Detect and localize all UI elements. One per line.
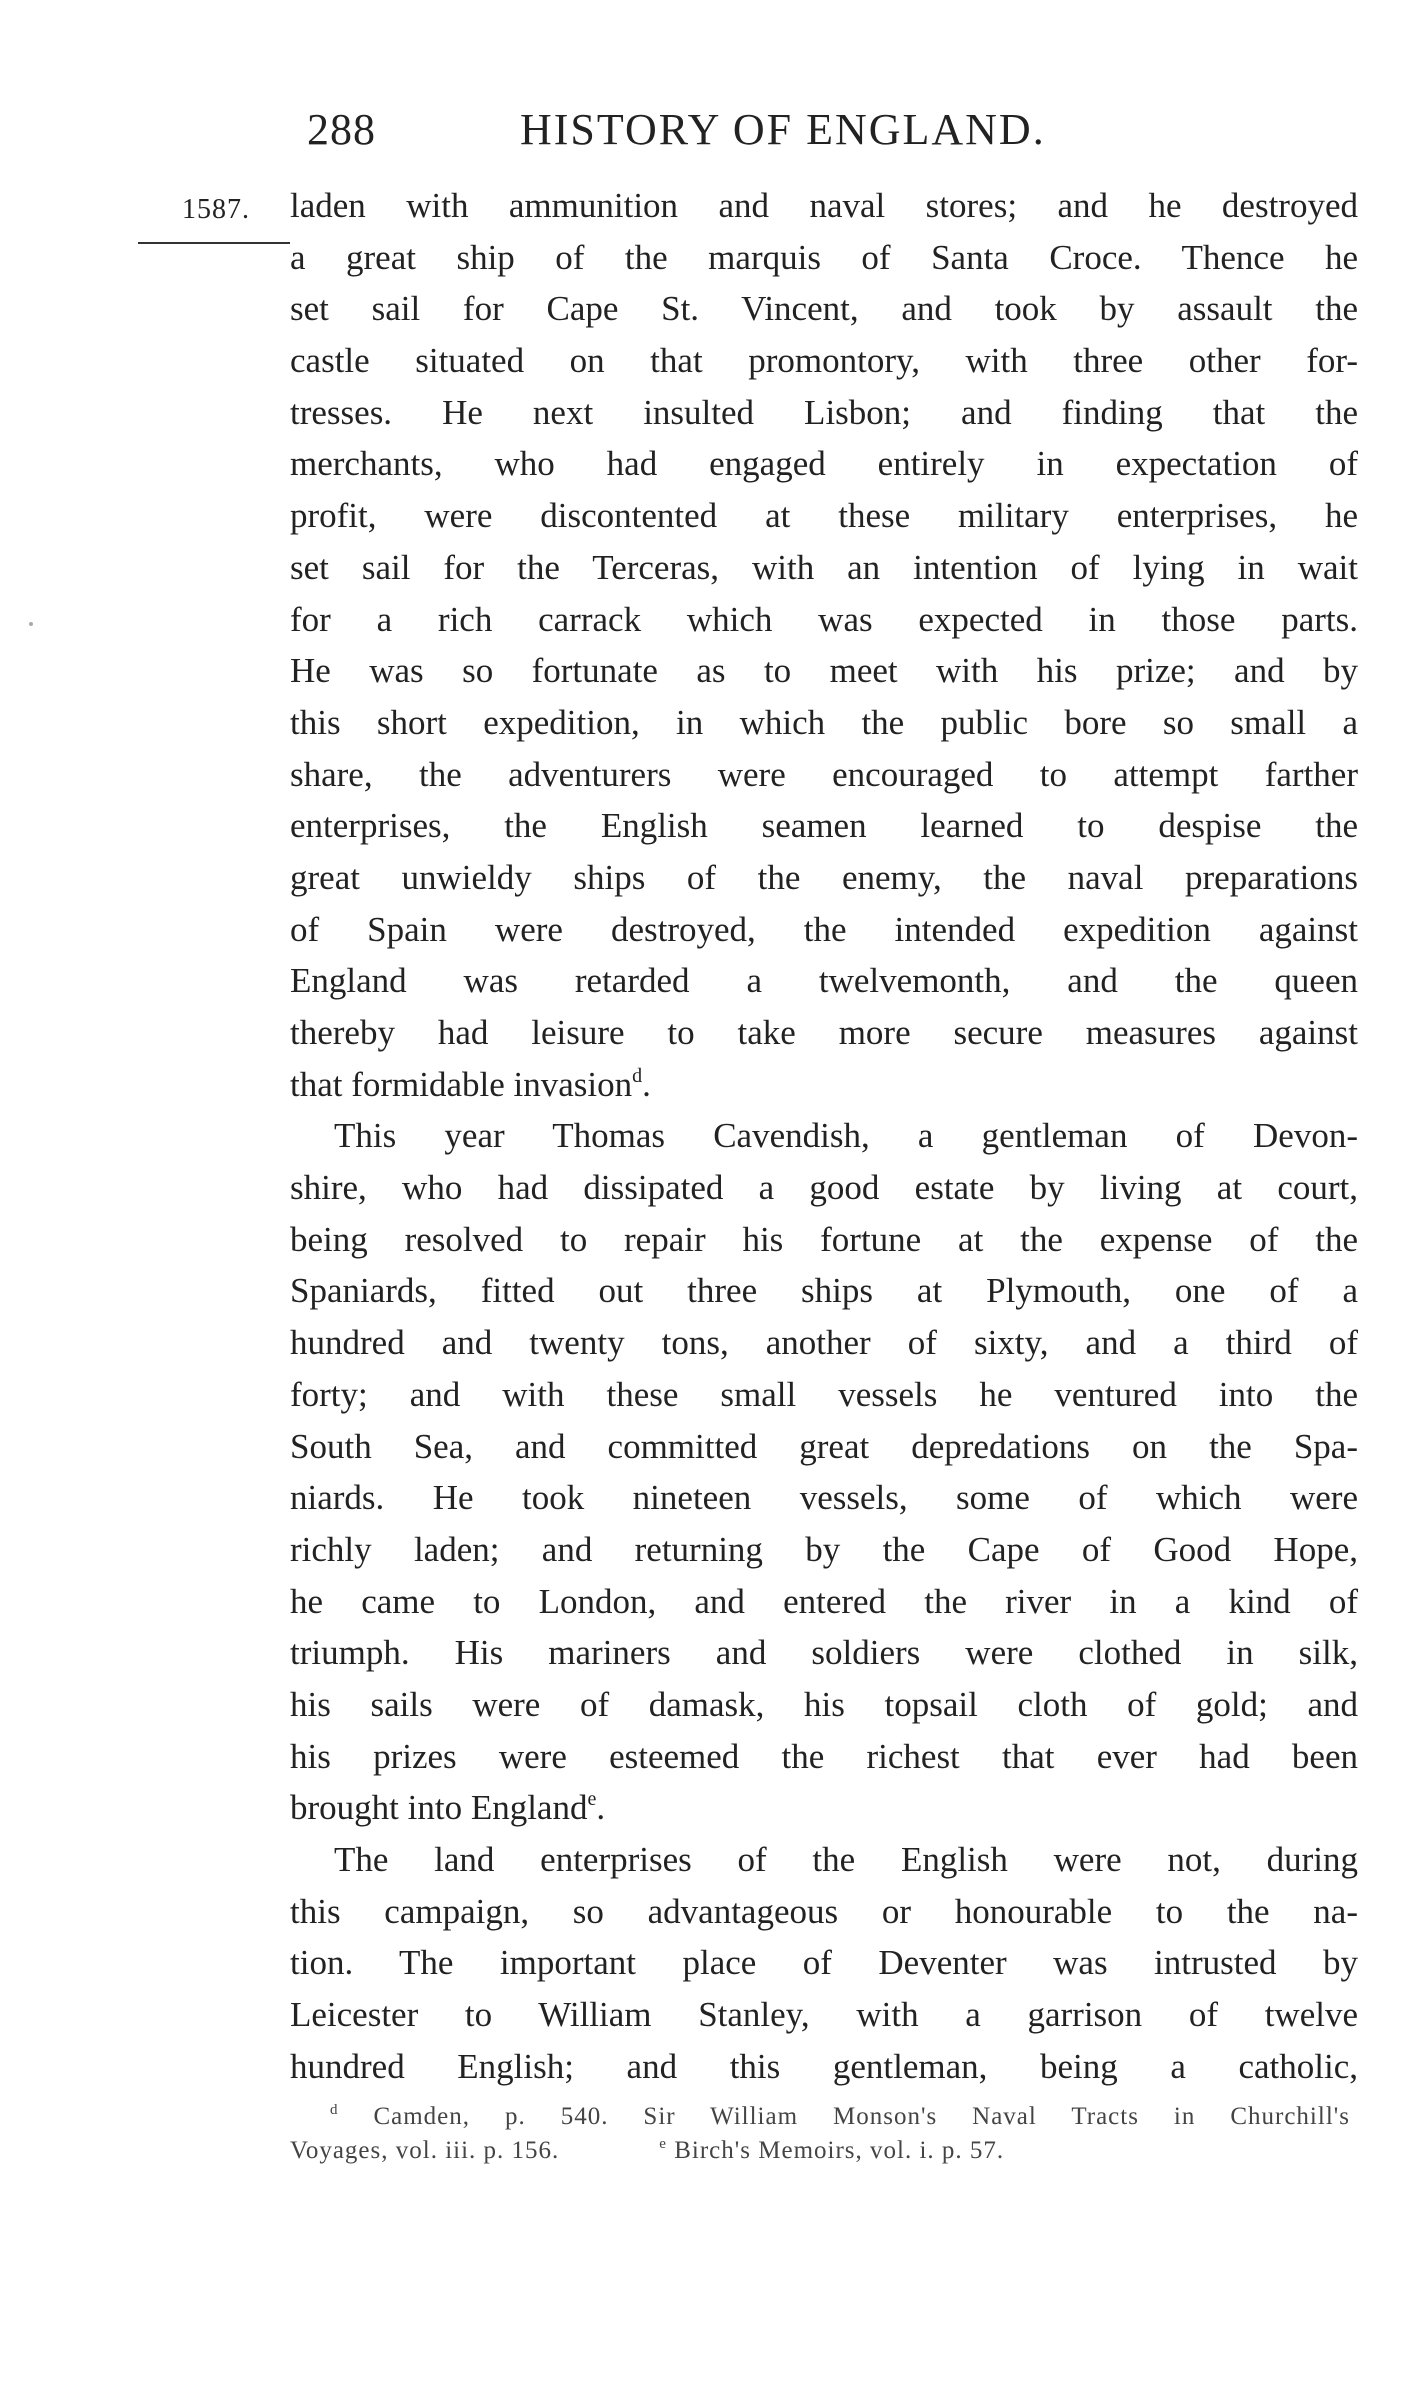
text-line: Leicester to William Stanley, with a garrison of twelve: [290, 1995, 1358, 2035]
text-line: Spaniards, fitted out three ships at Plymouth, one of a: [290, 1271, 1358, 1311]
running-title: HISTORY OF ENGLAND.: [520, 105, 1046, 154]
margin-rule: [138, 242, 290, 244]
text-line: he came to London, and entered the river in a kind of: [290, 1581, 1358, 1621]
text-line: tresses. He next insulted Lisbon; and finding that the: [290, 392, 1358, 432]
footnote-mark-e: e: [659, 2136, 667, 2152]
footnote-d-text-cont: Voyages, vol. iii. p. 156.: [290, 2137, 560, 2164]
text-line: a great ship of the marquis of Santa Croce. Thence he: [290, 237, 1358, 277]
text-line: this short expedition, in which the public bore so small a: [290, 702, 1358, 742]
text-line: of Spain were destroyed, the intended expedition against: [290, 909, 1358, 949]
text-line: profit, were discontented at these military enterprises, he: [290, 496, 1358, 536]
footnotes: [290, 2100, 1350, 2168]
page-header: [0, 104, 1421, 164]
text-line: South Sea, and committed great depredations on the Spa-: [290, 1426, 1358, 1466]
text-line: enterprises, the English seamen learned to despise the: [290, 806, 1358, 846]
text-line: being resolved to repair his fortune at the expense of the: [290, 1219, 1358, 1259]
footnote-e-text: Birch's Memoirs, vol. i. p. 57.: [674, 2137, 1005, 2164]
text-line: niards. He took nineteen vessels, some of which were: [290, 1478, 1358, 1518]
text-line: his prizes were esteemed the richest that ever had been: [290, 1736, 1358, 1776]
body-text: [290, 180, 1358, 2092]
text-line: hundred English; and this gentleman, being a catholic,: [290, 2046, 1358, 2086]
paragraph-end-line: [290, 1059, 1358, 1111]
text-line: his sails were of damask, his topsail cloth of gold; and: [290, 1684, 1358, 1724]
text-line: great unwieldy ships of the enemy, the naval preparations: [290, 857, 1358, 897]
text-fragment: brought into England: [290, 1788, 588, 1828]
text-line: this campaign, so advantageous or honourable to the na-: [290, 1891, 1358, 1931]
text-line: This year Thomas Cavendish, a gentleman of Devon-: [334, 1116, 1358, 1156]
footnote-d-text: Camden, p. 540. Sir William Monson's Naval Tracts in Churchill's: [373, 2103, 1350, 2130]
text-line: merchants, who had engaged entirely in expectation of: [290, 444, 1358, 484]
text-line: The land enterprises of the English were not, during: [334, 1840, 1358, 1879]
footnote-ref-e[interactable]: e: [587, 1788, 597, 1811]
paragraph-end-line: [290, 1782, 1358, 1834]
text-line: England was retarded a twelvemonth, and the queen: [290, 961, 1358, 1001]
text-line: shire, who had dissipated a good estate by living at court,: [290, 1168, 1358, 1208]
text-line: set sail for Cape St. Vincent, and took by assault the: [290, 289, 1358, 329]
period: .: [596, 1788, 606, 1828]
text-line: castle situated on that promontory, with three other for-: [290, 341, 1358, 381]
margin-year: 1587.: [182, 194, 250, 225]
text-line: share, the adventurers were encouraged to attempt farther: [290, 754, 1358, 794]
text-line: set sail for the Terceras, with an intention of lying in wait: [290, 547, 1358, 587]
text-line: tion. The important place of Deventer was intrusted by: [290, 1943, 1358, 1983]
text-line: hundred and twenty tons, another of sixty, and a third of: [290, 1323, 1358, 1363]
page-number: 288: [307, 105, 376, 154]
footnote-mark-d: d: [330, 2102, 339, 2118]
text-fragment: that formidable invasion: [290, 1064, 633, 1104]
footnote-ref-d[interactable]: d: [632, 1064, 643, 1087]
text-line: He was so fortunate as to meet with his prize; and by: [290, 651, 1358, 691]
text-line: laden with ammunition and naval stores; and he destroyed: [290, 186, 1358, 225]
text-line: thereby had leisure to take more secure measures against: [290, 1013, 1358, 1052]
footnote-d: [290, 2100, 1350, 2134]
text-line: triumph. His mariners and soldiers were clothed in silk,: [290, 1633, 1358, 1673]
footnote-second-line: [290, 2134, 1350, 2168]
text-line: forty; and with these small vessels he ventured into the: [290, 1374, 1358, 1414]
text-line: for a rich carrack which was expected in those parts.: [290, 599, 1358, 639]
paper-speck: [29, 622, 33, 626]
text-line: richly laden; and returning by the Cape of Good Hope,: [290, 1529, 1358, 1569]
period: .: [642, 1064, 651, 1104]
